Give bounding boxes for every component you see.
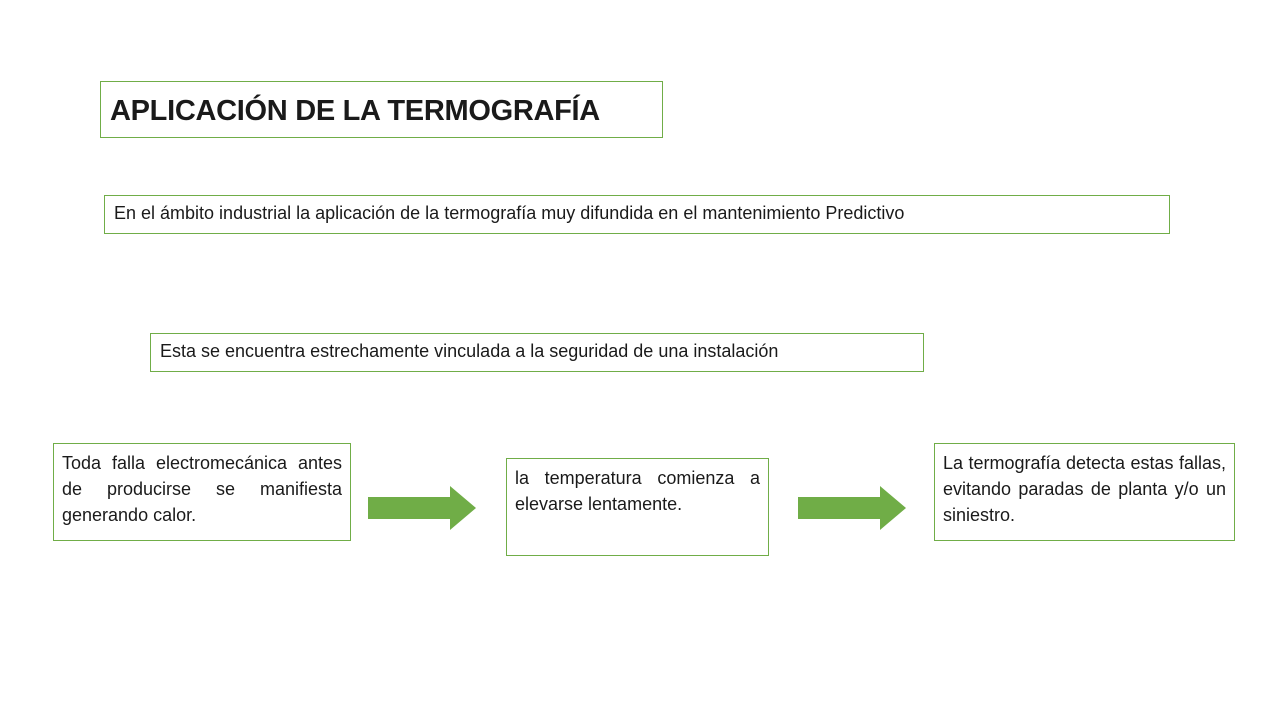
intro-text-box: En el ámbito industrial la aplicación de la termografía muy difundida en el mantenimiento Predictivo	[104, 195, 1170, 234]
flow-step-detection: La termografía detecta estas fallas, evitando paradas de planta y/o un siniestro.	[934, 443, 1235, 541]
flow-step-failure: Toda falla electromecánica antes de producirse se manifiesta generando calor.	[53, 443, 351, 541]
right-arrow-icon	[798, 486, 906, 530]
safety-text-box: Esta se encuentra estrechamente vinculada a la seguridad de una instalación	[150, 333, 924, 372]
flow-step-temperature: la temperatura comienza a elevarse lentamente.	[506, 458, 769, 556]
slide-title: APLICACIÓN DE LA TERMOGRAFÍA	[100, 81, 663, 138]
right-arrow-icon	[368, 486, 476, 530]
